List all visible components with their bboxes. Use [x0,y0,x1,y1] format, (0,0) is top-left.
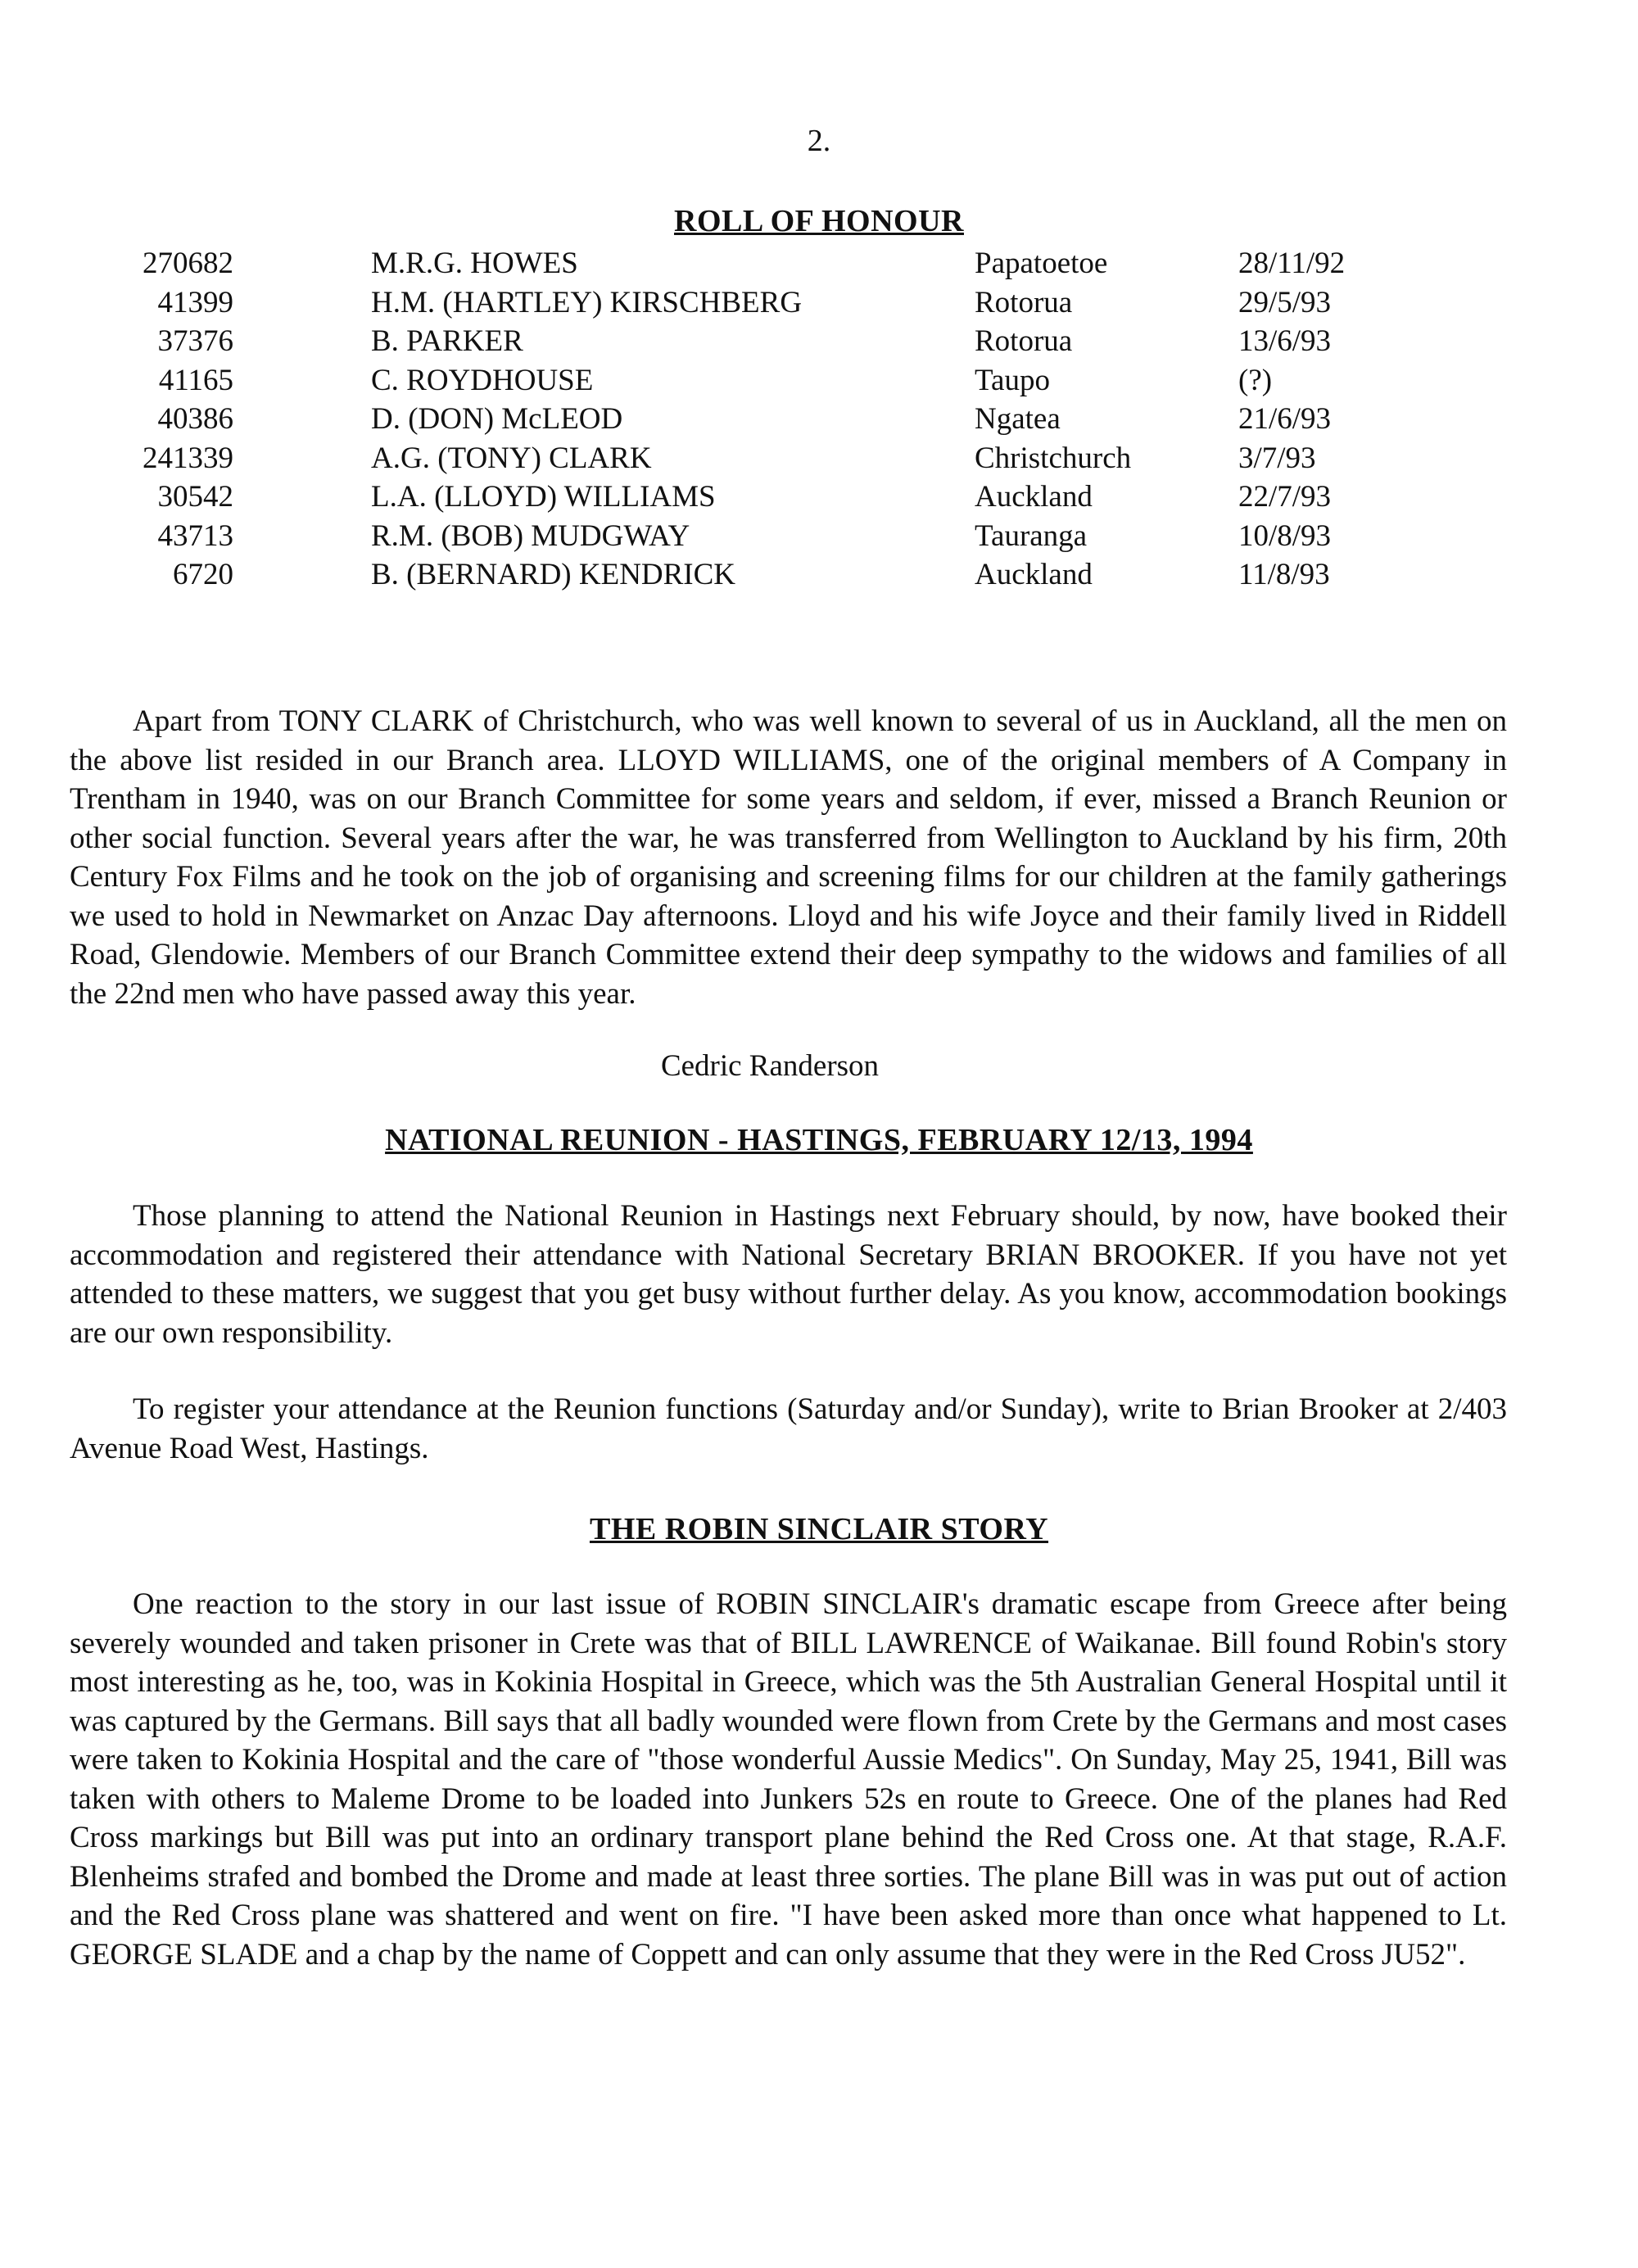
robin-sinclair-heading: THE ROBIN SINCLAIR STORY [589,1512,1049,1546]
member-name: H.M. (HARTLEY) KIRSCHBERG [371,285,803,319]
death-date: 3/7/93 [1238,441,1316,475]
national-reunion-heading: NATIONAL REUNION - HASTINGS, FEBRUARY 12/13, 1994 [385,1123,1253,1157]
author-signature: Cedric Randerson [660,1049,880,1083]
roll-row [0,324,1638,363]
member-name: M.R.G. HOWES [371,247,578,280]
member-place: Papatoetoe [975,247,1108,280]
death-date: 10/8/93 [1238,518,1332,553]
roll-row [0,479,1638,518]
roll-of-honour-table [0,246,1638,596]
member-place: Taupo [975,363,1050,397]
member-place: Ngatea [975,402,1061,436]
roll-row [0,246,1638,285]
member-place: Tauranga [975,518,1088,553]
member-name: L.A. (LLOYD) WILLIAMS [371,480,716,514]
national-reunion-paragraph-1: Those planning to attend the National Reunion in Hastings next February should, by now, have booked their accommodation and registered their attendance with National Secretary BRIAN BROOKER. If you have not yet attended to these matters, we suggest that you get busy without further delay. As you know, accommodation bookings are our own responsibility. [70,1199,1507,1350]
roll-row [0,441,1638,480]
service-number: 40386 [157,402,233,436]
roll-row [0,401,1638,441]
service-number: 41399 [157,285,233,319]
robin-sinclair-paragraph: One reaction to the story in our last issue of ROBIN SINCLAIR's dramatic escape from Greece after being severely wounded and taken prisoner in Crete was that of BILL LAWRENCE of Waikanae. Bill found Robin's story most interesting as he, too, was in Kokinia Hospital in Greece, which was the 5th Australian General Hospital until it was captured by the Germans. Bill says that all badly wounded were flown from Crete by the Germans and most cases were taken to Kokinia Hospital and the care of "those wonderful Aussie Medics". On Sunday, May 25, 1941, Bill was taken with others to Maleme Drome to be loaded into Junkers 52s en route to Greece. One of the planes had Red Cross markings but Bill was put into an ordinary transport plane behind the Red Cross one. At that stage, R.A.F. Blenheims strafed and bombed the Drome and made at least three sorties. The plane Bill was in was put out of action and the Red Cross plane was shattered and went on fire. "I have been asked more than once what happened to Lt. GEORGE SLADE and a chap by the name of Coppett and can only assume that they were in the Red Cross JU52". [70,1587,1507,1971]
death-date: 28/11/92 [1238,247,1346,280]
service-number: 6720 [173,558,233,591]
page-number: 2. [807,124,831,158]
service-number: 43713 [157,518,233,553]
member-place: Rotorua [975,285,1073,319]
roll-row [0,363,1638,402]
member-place: Auckland [975,480,1093,514]
member-name: R.M. (BOB) MUDGWAY [371,518,690,553]
member-name: C. ROYDHOUSE [371,363,594,397]
death-date: 22/7/93 [1238,480,1332,514]
member-name: B. PARKER [371,324,523,358]
roll-row [0,285,1638,324]
member-place: Auckland [975,558,1093,591]
member-name: A.G. (TONY) CLARK [371,441,652,475]
roll-row [0,557,1638,596]
member-place: Rotorua [975,324,1073,358]
roll-row [0,518,1638,558]
service-number: 241339 [143,441,233,475]
death-date: 29/5/93 [1238,285,1332,319]
death-date: 21/6/93 [1238,402,1332,436]
death-date: 13/6/93 [1238,324,1332,358]
service-number: 41165 [158,363,233,397]
service-number: 270682 [143,247,233,280]
roll-of-honour-heading: ROLL OF HONOUR [674,204,964,238]
death-date: (?) [1238,363,1273,397]
member-name: B. (BERNARD) KENDRICK [371,558,736,591]
member-place: Christchurch [975,441,1132,475]
death-date: 11/8/93 [1238,558,1330,591]
service-number: 37376 [157,324,233,358]
national-reunion-paragraph-2: To register your attendance at the Reunion functions (Saturday and/or Sunday), write to Brian Brooker at 2/403 Avenue Road West, Hastings. [70,1392,1507,1465]
member-name: D. (DON) McLEOD [371,402,623,436]
roll-of-honour-paragraph: Apart from TONY CLARK of Christchurch, who was well known to several of us in Auckland, all the men on the above list resided in our Branch area. LLOYD WILLIAMS, one of the original members of A Company in Trentham in 1940, was on our Branch Committee for some years and seldom, if ever, missed a Branch Reunion or other social function. Several years after the war, he was transferred from Wellington to Auckland by his firm, 20th Century Fox Films and he took on the job of organising and screening films for our children at the family gatherings we used to hold in Newmarket on Anzac Day afternoons. Lloyd and his wife Joyce and their family lived in Riddell Road, Glendowie. Members of our Branch Committee extend their deep sympathy to the widows and families of all the 22nd men who have passed away this year. [70,704,1507,1011]
service-number: 30542 [157,480,233,514]
